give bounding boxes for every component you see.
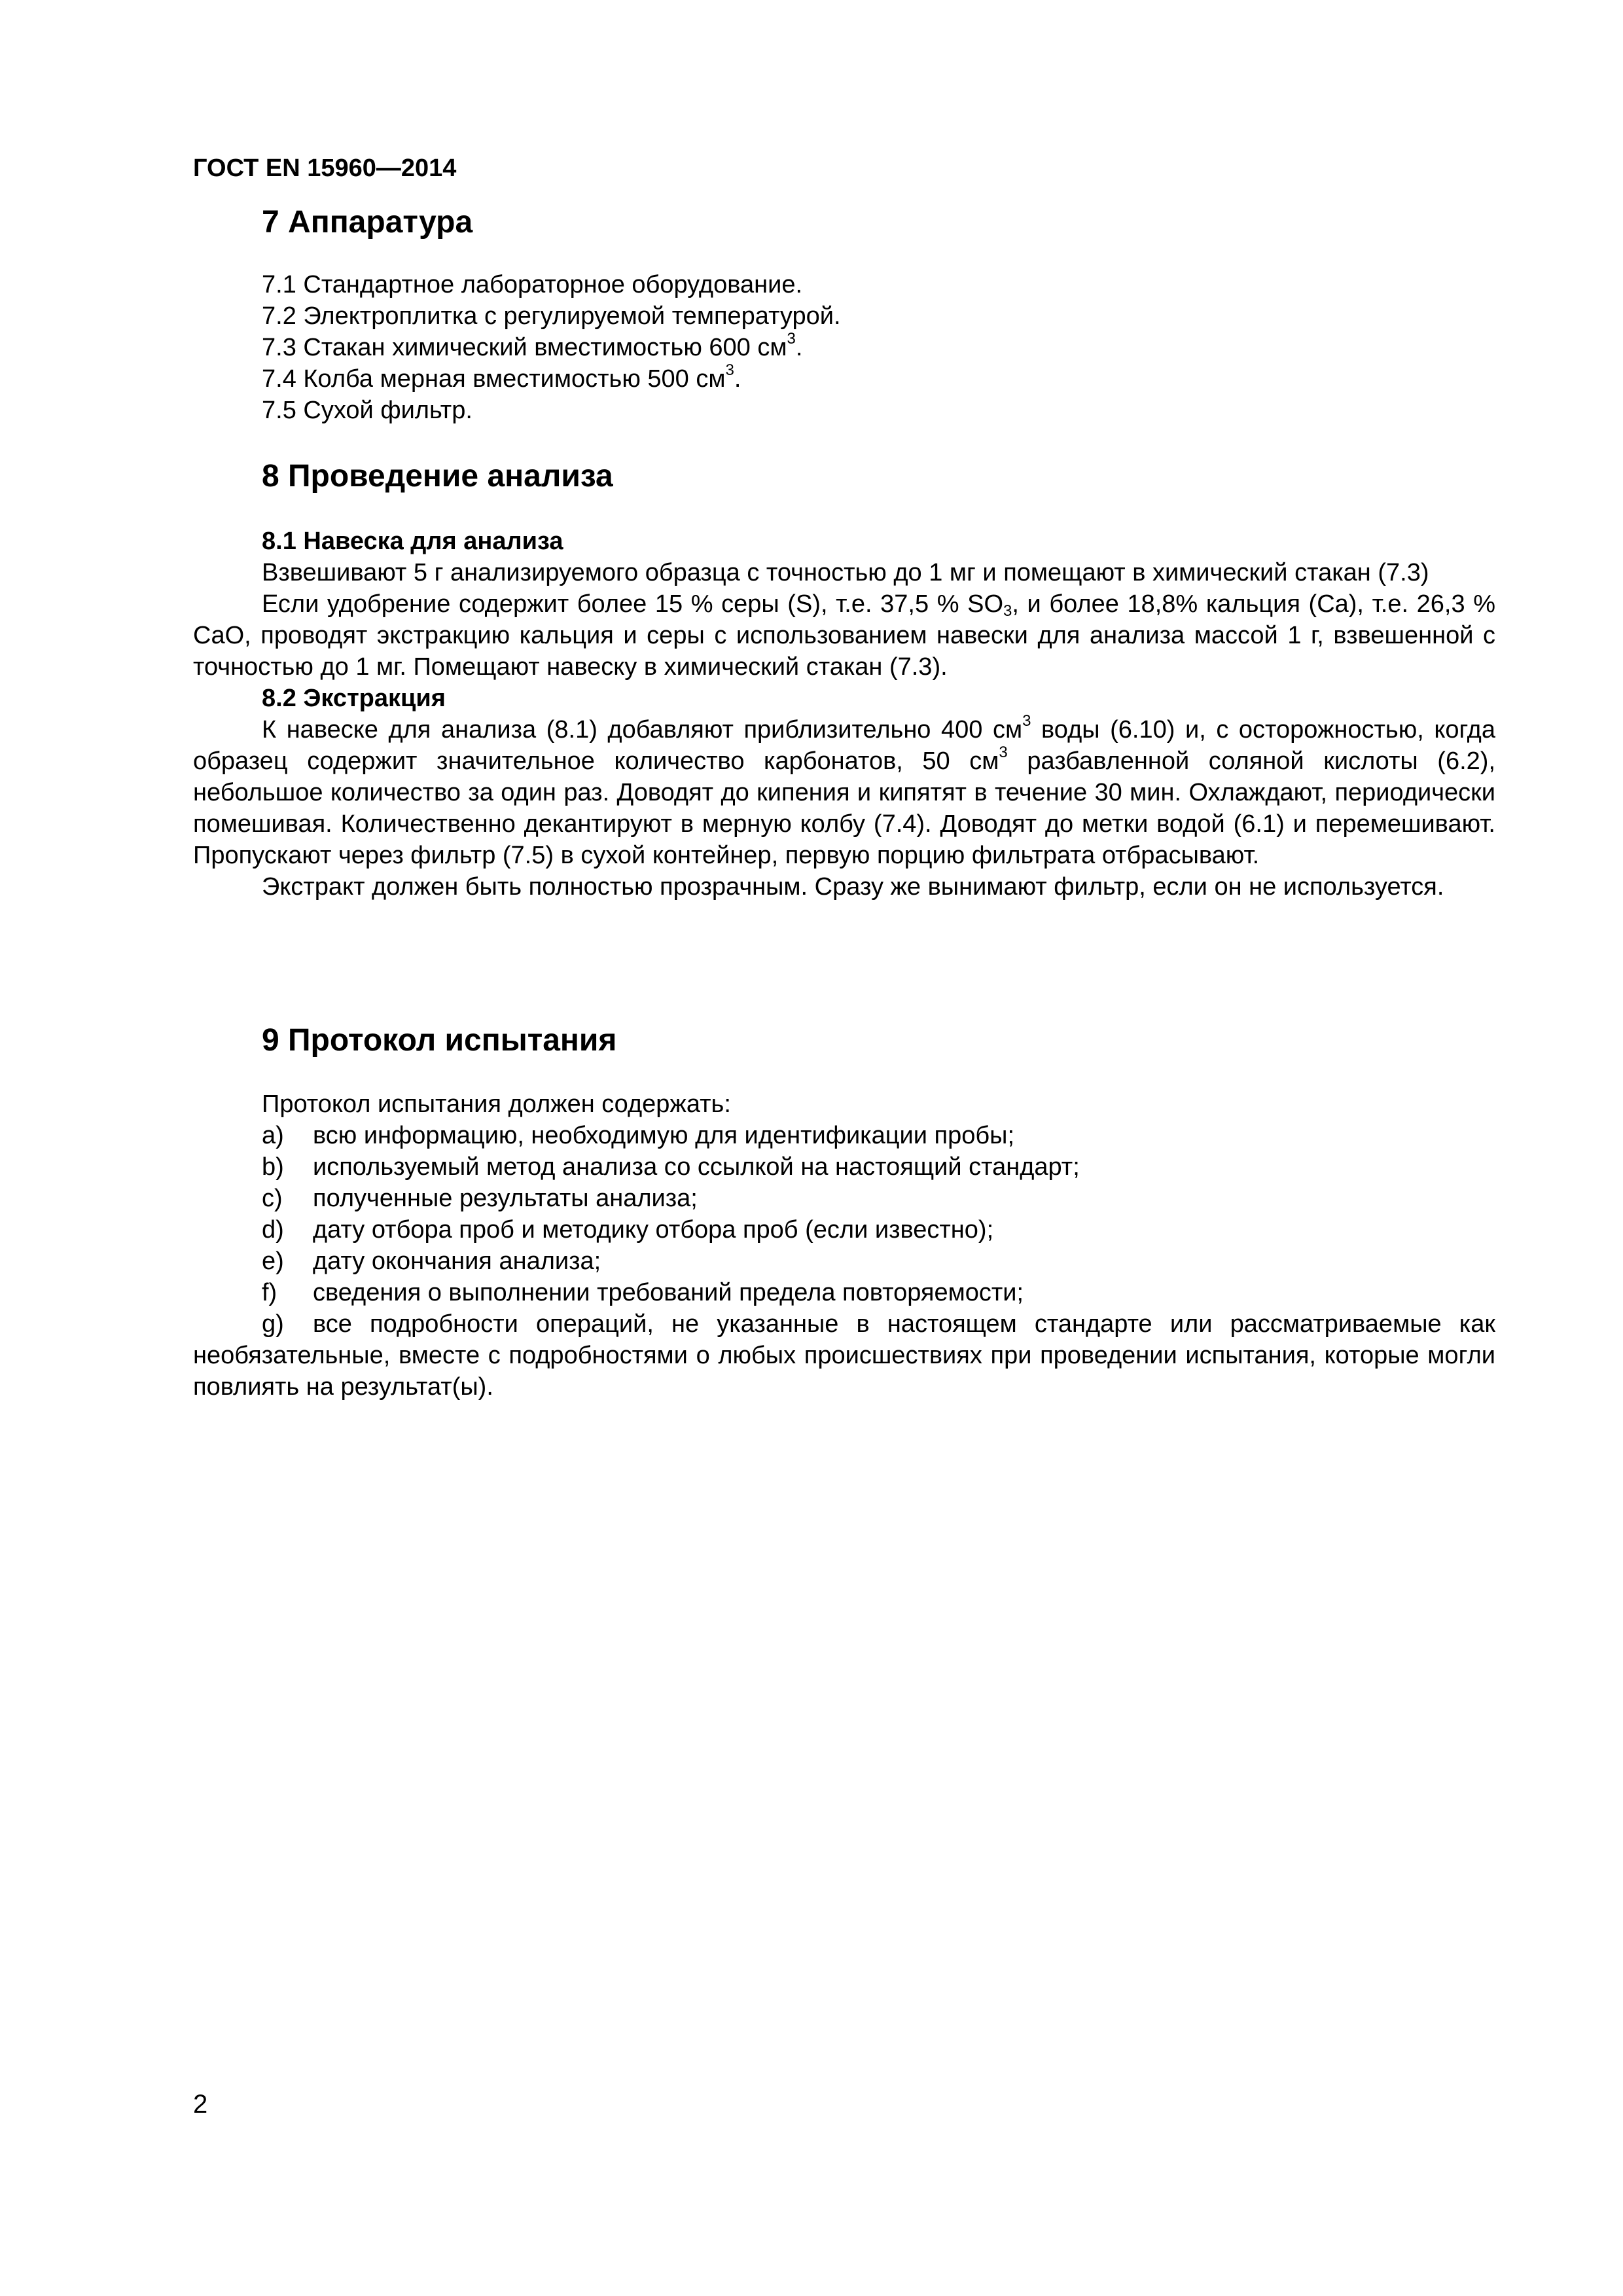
section-7-list — [193, 269, 1495, 426]
list-intro: Протокол испытания должен содержать: — [262, 1090, 731, 1118]
paragraph: Если удобрение содержит более 15 % серы (S), т.е. 37,5 % $SO_3$, и более 18,8% кальция (Ca), т.е. 26,3 % CaO, проводят экстракцию кальция и серы с использованием навески для анализа массой 1 г, взвешенной с точностью до 1 мг. Помещают навеску в химический стакан (7.3). — [193, 590, 1495, 681]
paragraph: Взвешивают 5 г анализируемого образца с точностью до 1 мг и помещают в химический стакан (7.3) — [262, 559, 1429, 586]
apparatus-item: 7.1 Стандартное лабораторное оборудование. — [262, 271, 803, 298]
subsection-8-1-title: 8.1 Навеска для анализа — [262, 528, 563, 555]
list-item: e) дату окончания анализа; — [262, 1247, 601, 1275]
document-code: ГОСТ EN 15960—2014 — [193, 154, 457, 182]
section-9-title: 9 Протокол испытания — [262, 1023, 617, 1058]
apparatus-item: 7.4 Колба мерная вместимостью 500 $см^3$. — [262, 361, 741, 393]
apparatus-item: 7.3 Стакан химический вместимостью 600 $см^3$. — [262, 330, 803, 361]
paragraph: К навеске для анализа (8.1) добавляют приблизительно 400 $см^3$ воды (6.10) и, с осторожностью, когда образец содержит значительное количество карбонатов, 50 $см^3$ разбавленной соляной кислоты (6.2), небольшое количество за один раз. Доводят до кипения и кипятят в течение 30 мин. Охлаждают, периодически помешивая. Количественно декантируют в мерную колбу (7.4). Доводят до метки водой (6.1) и перемешивают. Пропускают через фильтр (7.5) в сухой контейнер, первую порцию фильтрата отбрасывают. — [193, 712, 1495, 869]
section-8-title: 8 Проведение анализа — [262, 459, 613, 493]
page-number: 2 — [193, 2090, 208, 2119]
apparatus-item: 7.2 Электроплитка с регулируемой температурой. — [262, 302, 841, 330]
list-item: d) дату отбора проб и методику отбора проб (если известно); — [262, 1216, 994, 1244]
list-item: f) сведения о выполнении требований предела повторяемости; — [262, 1279, 1024, 1306]
section-8-body — [193, 526, 1495, 903]
section-7-title: 7 Аппаратура — [262, 205, 473, 240]
list-item: g) все подробности операций, не указанные в настоящем стандарте или рассматриваемые как необязательные, вместе с подробностями о любых происшествиях при проведении испытания, которые могли повлиять на результат(ы). — [193, 1310, 1495, 1401]
paragraph: Экстракт должен быть полностью прозрачным. Сразу же вынимают фильтр, если он не используется. — [262, 873, 1444, 901]
list-item: b) используемый метод анализа со ссылкой на настоящий стандарт; — [262, 1153, 1080, 1181]
list-item: c) полученные результаты анализа; — [262, 1185, 698, 1212]
section-9-body — [193, 1088, 1495, 1403]
list-item: a) всю информацию, необходимую для идентификации пробы; — [262, 1122, 1015, 1149]
apparatus-item: 7.5 Сухой фильтр. — [262, 397, 473, 424]
subsection-8-2-title: 8.2 Экстракция — [262, 685, 446, 712]
